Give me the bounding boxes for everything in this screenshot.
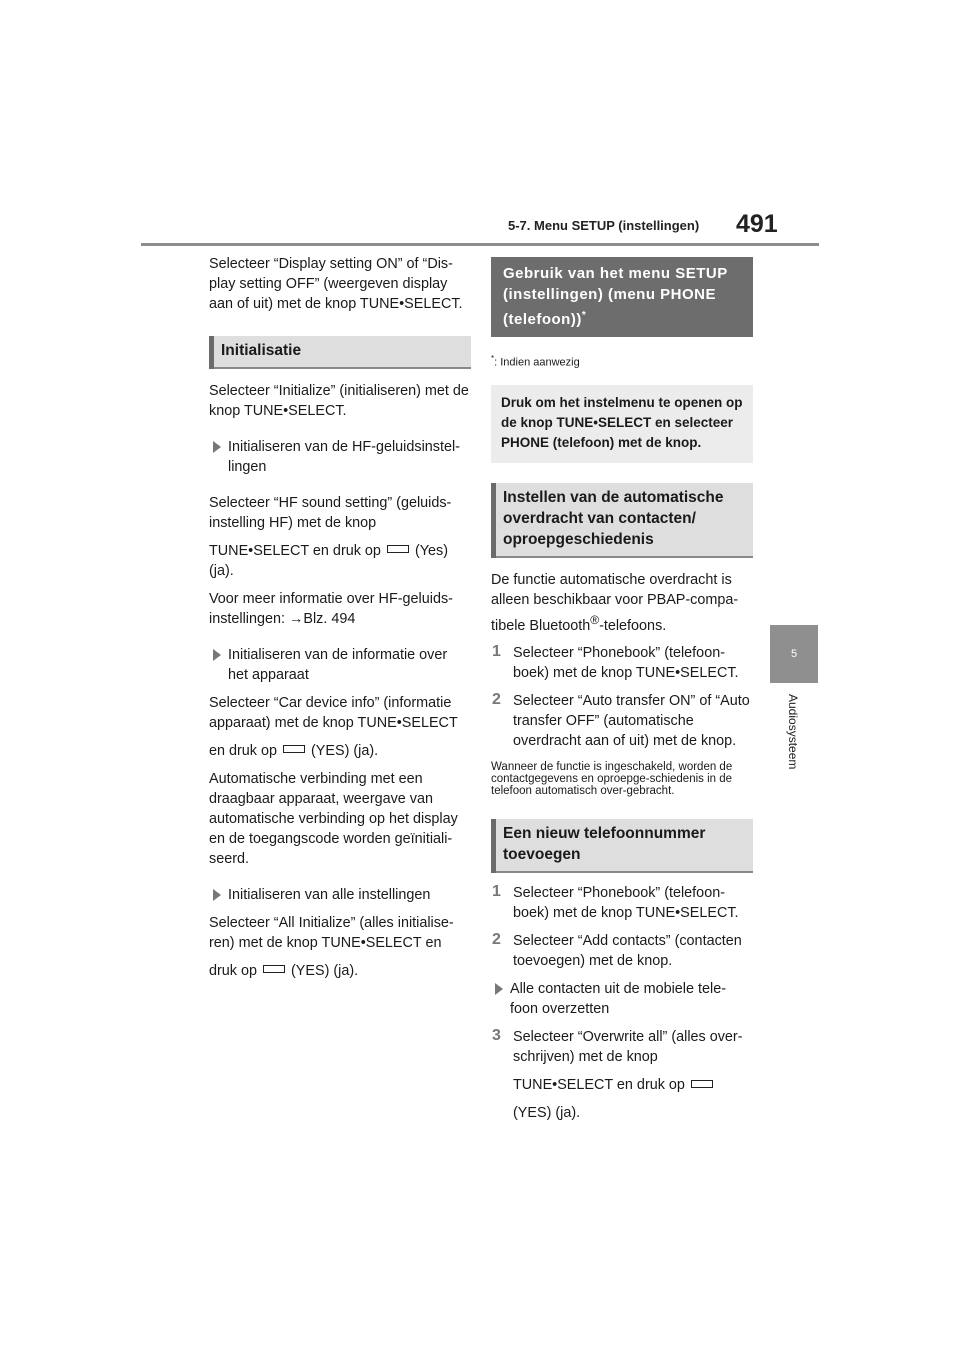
step-item <box>491 643 753 683</box>
chapter-label: Audiosysteem <box>786 694 800 770</box>
item-device-text1: Selecteer “Car device info” (informatie apparaat) met de knop TUNE•SELECT <box>209 695 458 731</box>
right-column <box>491 257 753 1123</box>
footnote-text: : Indien aanwezig <box>494 356 580 369</box>
instruction-box: Druk om het instelmenu te openen op de knop TUNE•SELECT en selecteer PHONE (telefoon) met de knop. <box>491 385 753 463</box>
header-divider <box>141 243 819 246</box>
arrow-bullet-icon <box>213 441 221 453</box>
step-text-2 <box>513 1075 753 1095</box>
footnote <box>491 349 753 373</box>
step-text: Selecteer “Phonebook” (telefoon-boek) met de knop TUNE•SELECT. <box>513 885 739 922</box>
item-hf-title: Initialiseren van de HF-geluidsinstel-lingen <box>228 439 460 475</box>
registered-mark: ® <box>590 612 600 627</box>
transfer-note: Wanneer de functie is ingeschakeld, worden de contactgegevens en oproepge-schiedenis in de telefoon automatisch over-gebracht. <box>491 761 733 798</box>
heading-text: Gebruik van het menu SETUP (instellingen) (menu PHONE (telefoon)) <box>503 265 728 328</box>
display-setting-text: Selecteer “Display setting ON” of “Dis-play setting OFF” (weergeven display aan of uit) met de knop TUNE•SELECT. <box>209 256 463 312</box>
init-intro: Selecteer “Initialize” (initialiseren) met de knop TUNE•SELECT. <box>209 383 469 419</box>
chapter-tab[interactable] <box>770 625 818 683</box>
page-number: 491 <box>736 210 778 238</box>
heading-initialisatie: Initialisatie <box>209 336 471 369</box>
step-text: Selecteer “Add contacts” (contacten toevoegen) met de knop. <box>513 933 742 970</box>
item-hf-text1: Selecteer “HF sound setting” (geluids-instelling HF) met de knop <box>209 495 452 531</box>
transfer-intro <box>491 570 753 636</box>
chapter-number: 5 <box>790 648 798 660</box>
arrow-bullet-icon <box>213 649 221 661</box>
item-hf-text2 <box>209 541 471 581</box>
text-part: TUNE•SELECT en druk op <box>209 543 381 559</box>
item-hf-text3: Voor meer informatie over HF-geluids-instellingen: →Blz. 494 <box>209 591 453 627</box>
text-part: (YES) (ja). <box>291 963 359 979</box>
step-item <box>491 1027 753 1123</box>
step-text-3: (YES) (ja). <box>513 1105 581 1122</box>
button-symbol-icon <box>283 745 305 753</box>
button-symbol-icon <box>387 545 409 553</box>
list-item <box>209 885 471 905</box>
footnote-mark: * <box>581 310 587 321</box>
heading-auto-transfer: Instellen van de automatische overdracht van contacten/ oproepgeschiedenis <box>491 483 753 558</box>
text-part: (Yes) (ja). <box>209 543 448 579</box>
arrow-bullet-icon <box>495 983 503 995</box>
text-part: druk op <box>209 963 257 979</box>
button-symbol-icon <box>691 1080 713 1088</box>
step-text: Selecteer “Overwrite all” (alles over-schrijven) met de knop <box>513 1029 743 1066</box>
text-part: TUNE•SELECT en druk op <box>513 1077 685 1094</box>
text-part: en druk op <box>209 743 278 759</box>
item-device-text3: Automatische verbinding met een draagbaar apparaat, weergave van automatische verbinding op het display en de toegangscode worden geïnitiali-seerd. <box>209 771 458 867</box>
step-number: 3 <box>492 1027 501 1045</box>
step-text: Selecteer “Auto transfer ON” of “Auto transfer OFF” (automatische overdracht aan of uit) met de knop. <box>513 693 750 750</box>
list-item <box>491 979 753 1019</box>
item-device-text2 <box>209 741 471 761</box>
step-number: 2 <box>492 931 501 949</box>
text-part: -telefoons. <box>599 617 667 634</box>
item-all-text2 <box>209 961 471 981</box>
step-number: 2 <box>492 691 501 709</box>
step-text: Selecteer “Phonebook” (telefoon-boek) met de knop TUNE•SELECT. <box>513 645 739 682</box>
arrow-bullet-icon <box>213 889 221 901</box>
footnote-mark: * <box>491 354 495 363</box>
heading-new-number: Een nieuw telefoonnummer toevoegen <box>491 819 753 873</box>
section-title: 5-7. Menu SETUP (instellingen) <box>508 218 700 233</box>
item-all-title: Initialiseren van alle instellingen <box>228 887 431 903</box>
heading-setup-phone-menu <box>491 257 753 337</box>
step-number: 1 <box>492 643 501 661</box>
step-item <box>491 931 753 971</box>
item-title: Alle contacten uit de mobiele tele-foon overzetten <box>510 981 726 1018</box>
step-item <box>491 691 753 751</box>
step-item <box>491 883 753 923</box>
item-device-title: Initialiseren van de informatie over het apparaat <box>228 647 448 683</box>
item-all-text1: Selecteer “All Initialize” (alles initialise-ren) met de knop TUNE•SELECT en <box>209 915 454 951</box>
list-item <box>209 645 471 685</box>
text-part: (YES) (ja). <box>311 743 379 759</box>
step-number: 1 <box>492 883 501 901</box>
text-part: De functie automatische overdracht is alleen beschikbaar voor PBAP-compa-tibele Bluetooth <box>491 571 739 634</box>
button-symbol-icon <box>263 965 285 973</box>
left-column <box>209 254 471 981</box>
list-item <box>209 437 471 477</box>
